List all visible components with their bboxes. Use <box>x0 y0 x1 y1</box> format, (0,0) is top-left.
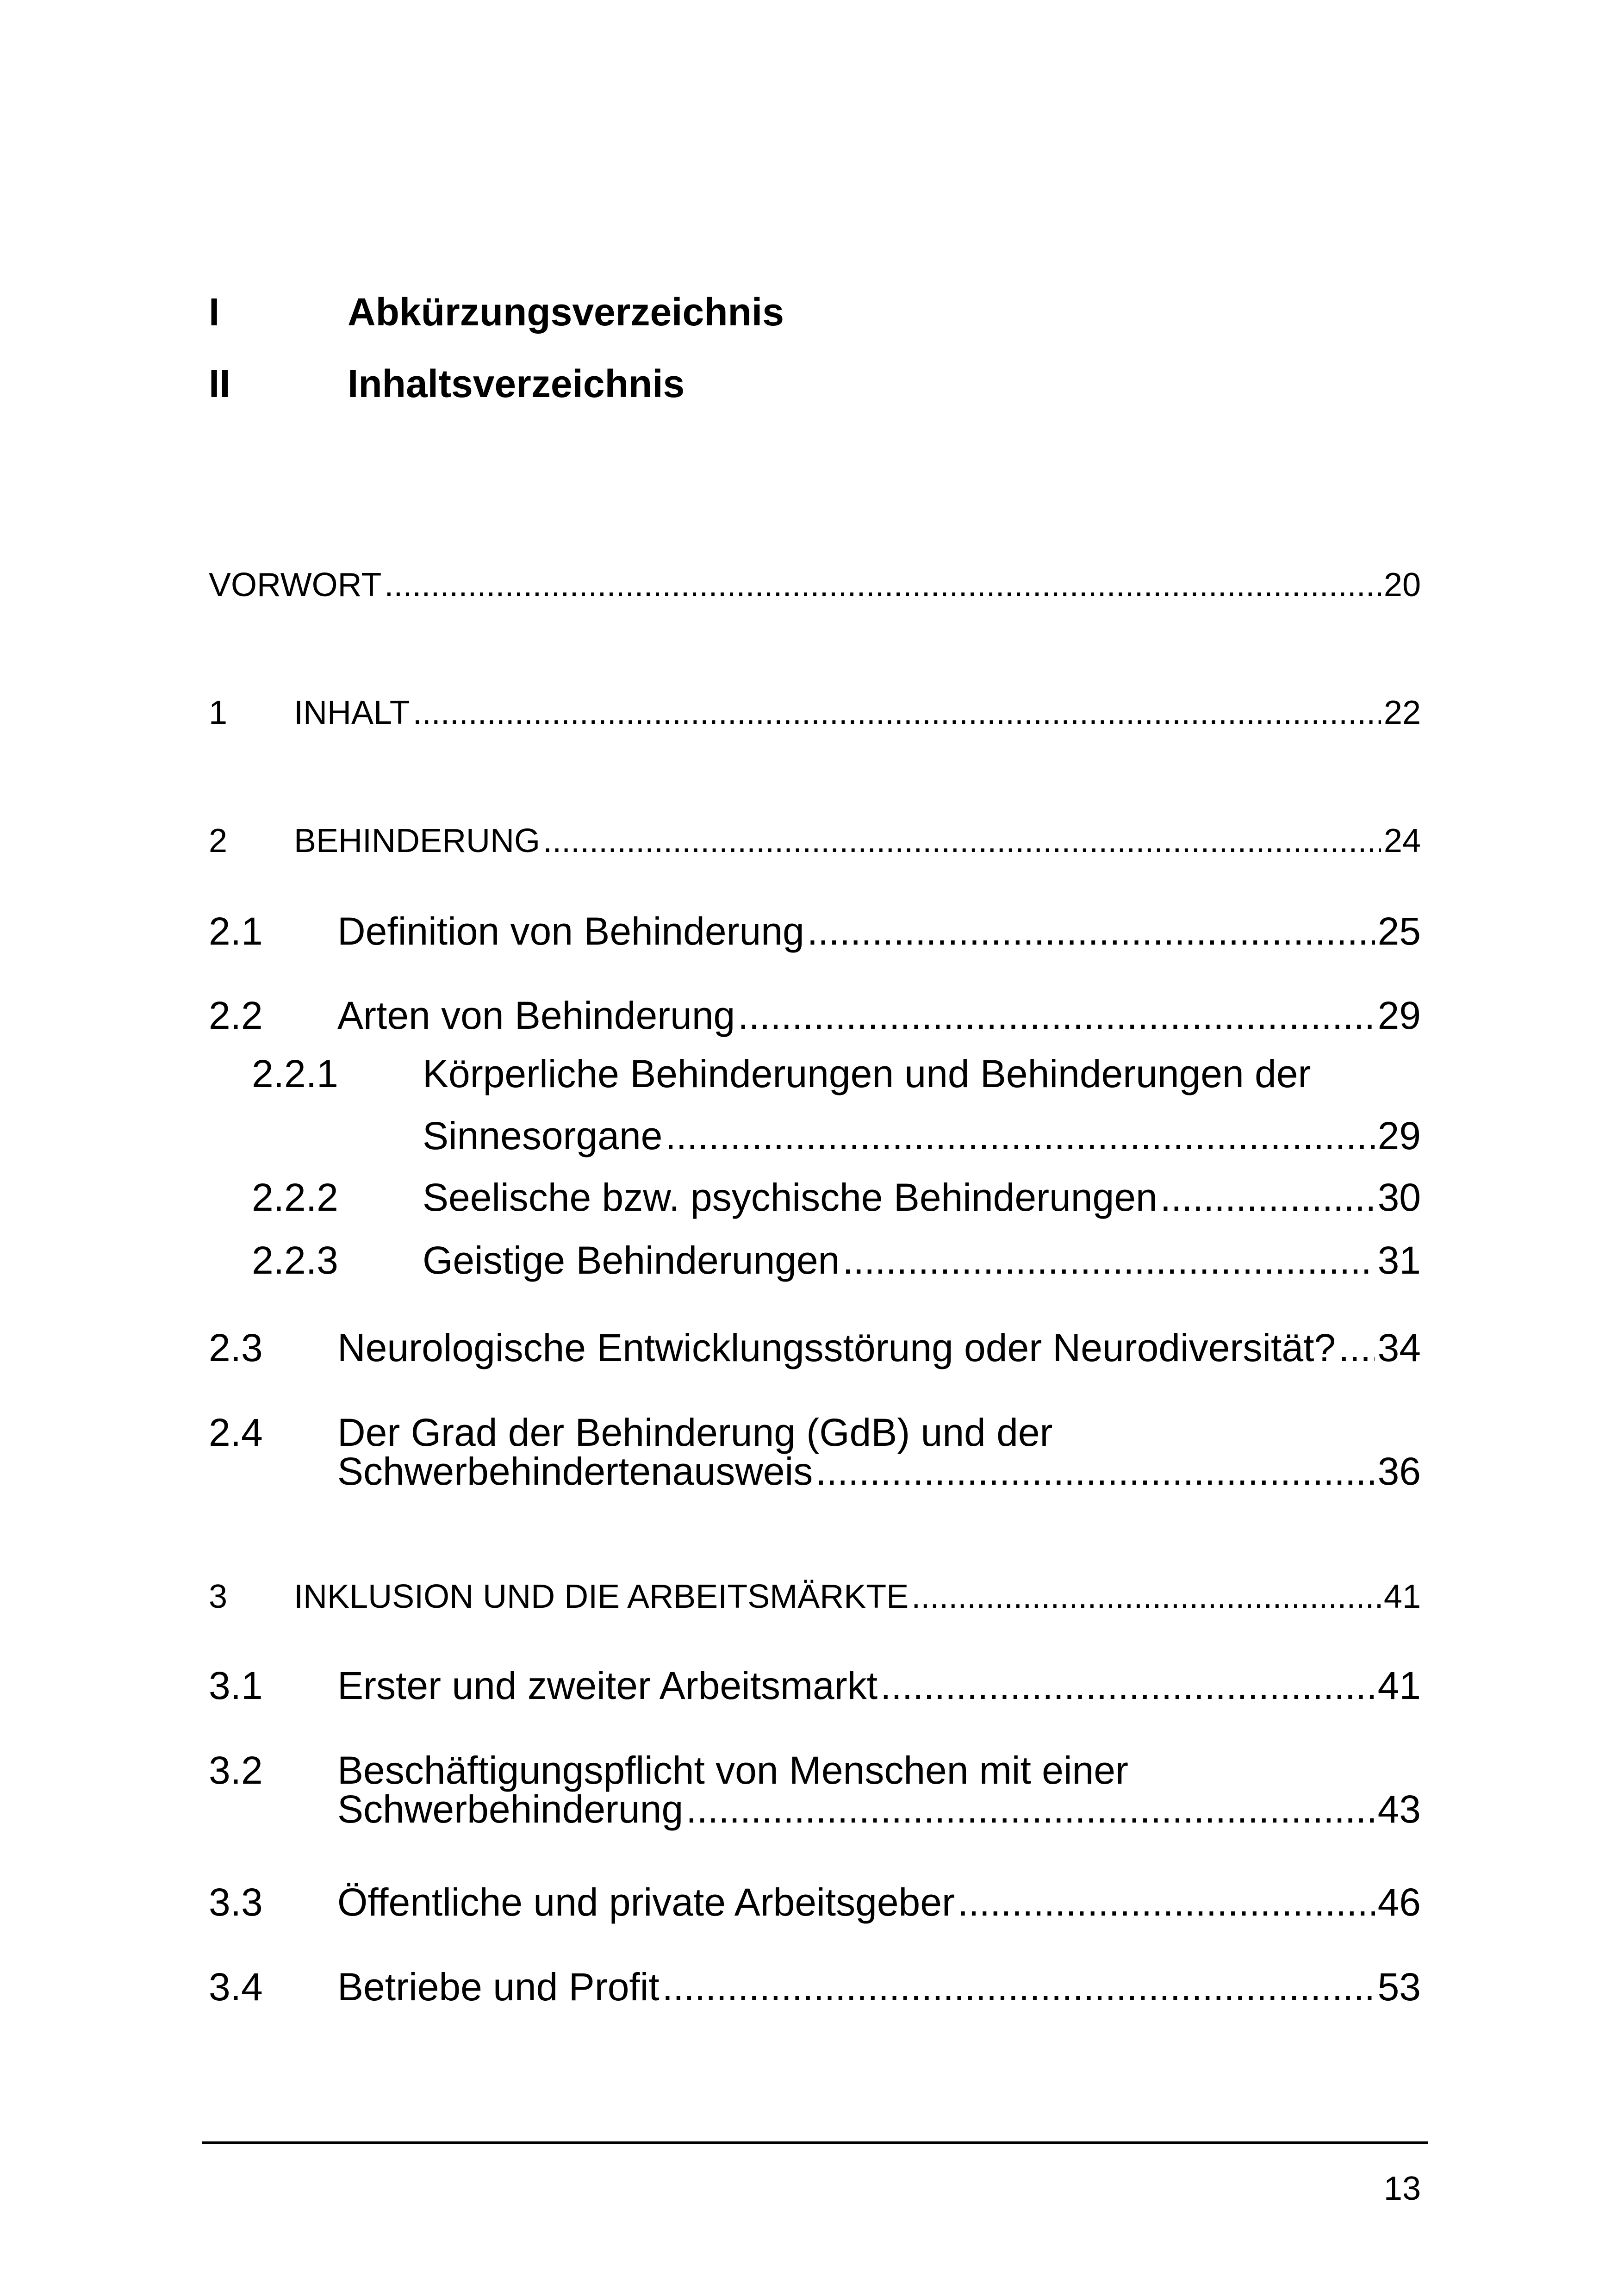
toc-entry-page: 20 <box>1383 566 1421 604</box>
toc-entry-title: Erster und zweiter Arbeitsmarkt <box>337 1664 878 1707</box>
toc-entry-2-1[interactable] <box>209 909 1421 953</box>
toc-entry-page: 34 <box>1377 1326 1421 1369</box>
toc-entry-number: 2.2 <box>209 994 263 1037</box>
dot-leader <box>665 1116 1375 1155</box>
dot-leader <box>738 996 1375 1035</box>
toc-entry-page: 43 <box>1377 1787 1421 1831</box>
toc-entry-2-2[interactable] <box>209 996 1421 1038</box>
toc-entry-3-1[interactable] <box>209 1666 1421 1708</box>
toc-entry-number: 3 <box>209 1578 228 1615</box>
dot-leader <box>815 1452 1375 1491</box>
toc-entry-number: 2 <box>209 822 228 859</box>
toc-entry-title: Betriebe und Profit <box>337 1965 660 2009</box>
toc-entry-title: Definition von Behinderung <box>337 909 804 953</box>
toc-entry-title-line1: Beschäftigungspflicht von Menschen mit einer <box>337 1748 1128 1792</box>
toc-entry-2-4[interactable] <box>209 1413 1421 1496</box>
footer-rule <box>202 2141 1428 2144</box>
dot-leader <box>911 1580 1381 1613</box>
toc-entry-2[interactable] <box>209 824 1421 861</box>
toc-entry-page: 29 <box>1377 994 1421 1037</box>
toc-entry-page: 46 <box>1377 1880 1421 1924</box>
toc-entry-title: BEHINDERUNG <box>294 822 541 859</box>
toc-entry-title: Neurologische Entwicklungsstörung oder Neurodiversität? <box>337 1326 1336 1369</box>
toc-entry-title-line1: Der Grad der Behinderung (GdB) und der <box>337 1411 1053 1454</box>
toc-entry-page: 29 <box>1377 1114 1421 1157</box>
dot-leader <box>1338 1328 1375 1367</box>
dot-leader <box>686 1790 1375 1829</box>
toc-entry-title: INHALT <box>294 694 410 731</box>
toc-entry-page: 25 <box>1377 909 1421 953</box>
toc-entry-title-line1: Körperliche Behinderungen und Behinderungen der <box>423 1052 1311 1095</box>
toc-entry-page: 53 <box>1377 1965 1421 2009</box>
toc-entry-2-2-3[interactable] <box>209 1238 1421 1282</box>
dot-leader <box>880 1666 1375 1705</box>
toc-entry-number: 2.4 <box>209 1411 263 1454</box>
heading-title: Abkürzungsverzeichnis <box>348 290 784 334</box>
toc-entry-page: 24 <box>1383 822 1421 859</box>
toc-entry-number: 3.3 <box>209 1880 263 1924</box>
dot-leader <box>842 1241 1375 1280</box>
heading-title: Inhaltsverzeichnis <box>348 362 685 405</box>
toc-entry-1[interactable] <box>209 696 1421 733</box>
toc-entry-title: Sinnesorgane <box>423 1114 663 1157</box>
dot-leader <box>958 1883 1375 1922</box>
toc-entry-3[interactable] <box>209 1580 1421 1617</box>
toc-entry-title: Öffentliche und private Arbeitsgeber <box>337 1880 955 1924</box>
toc-entry-number: 2.2.1 <box>252 1052 338 1095</box>
dot-leader <box>1160 1178 1375 1217</box>
toc-entry-2-3[interactable] <box>209 1328 1421 1370</box>
toc-entry-number: 2.2.3 <box>252 1238 338 1282</box>
heading-number: I <box>209 290 220 334</box>
toc-entry-title: Arten von Behinderung <box>337 994 735 1037</box>
toc-entry-number: 3.1 <box>209 1664 263 1707</box>
toc-entry-page: 30 <box>1377 1176 1421 1219</box>
toc-entry-page: 36 <box>1377 1450 1421 1493</box>
toc-entry-number: 2.1 <box>209 909 263 953</box>
toc-entry-3-2[interactable] <box>209 1748 1421 1834</box>
toc-entry-page: 22 <box>1383 694 1421 731</box>
page-number: 13 <box>1383 2170 1421 2207</box>
toc-entry-3-3[interactable] <box>209 1880 1421 1924</box>
toc-entry-number: 2.3 <box>209 1326 263 1369</box>
toc-entry-vorwort[interactable] <box>209 568 1421 605</box>
toc-entry-title: Seelische bzw. psychische Behinderungen <box>423 1176 1157 1219</box>
heading-number: II <box>209 362 230 405</box>
toc-entry-number: 2.2.2 <box>252 1176 338 1219</box>
toc-entry-page: 41 <box>1377 1664 1421 1707</box>
dot-leader <box>413 696 1381 729</box>
dot-leader <box>384 568 1381 602</box>
dot-leader <box>543 824 1381 858</box>
toc-entry-title: Schwerbehindertenausweis <box>337 1450 813 1493</box>
heading-abkuerzungsverzeichnis <box>209 290 784 334</box>
toc-entry-page: 31 <box>1377 1238 1421 1282</box>
toc-entry-3-4[interactable] <box>209 1967 1421 2009</box>
toc-entry-2-2-2[interactable] <box>209 1178 1421 1220</box>
heading-inhaltsverzeichnis <box>209 364 685 403</box>
toc-entry-number: 3.4 <box>209 1965 263 2009</box>
toc-entry-2-2-1[interactable] <box>209 1054 1421 1165</box>
toc-entry-number: 1 <box>209 694 228 731</box>
toc-entry-title: Schwerbehinderung <box>337 1787 684 1831</box>
toc-entry-title: INKLUSION UND DIE ARBEITSMÄRKTE <box>294 1578 909 1615</box>
toc-entry-number: 3.2 <box>209 1748 263 1792</box>
toc-entry-title: Geistige Behinderungen <box>423 1238 840 1282</box>
dot-leader <box>807 912 1375 951</box>
toc-entry-page: 41 <box>1383 1578 1421 1615</box>
toc-entry-title: VORWORT <box>209 566 382 604</box>
dot-leader <box>662 1967 1375 2006</box>
